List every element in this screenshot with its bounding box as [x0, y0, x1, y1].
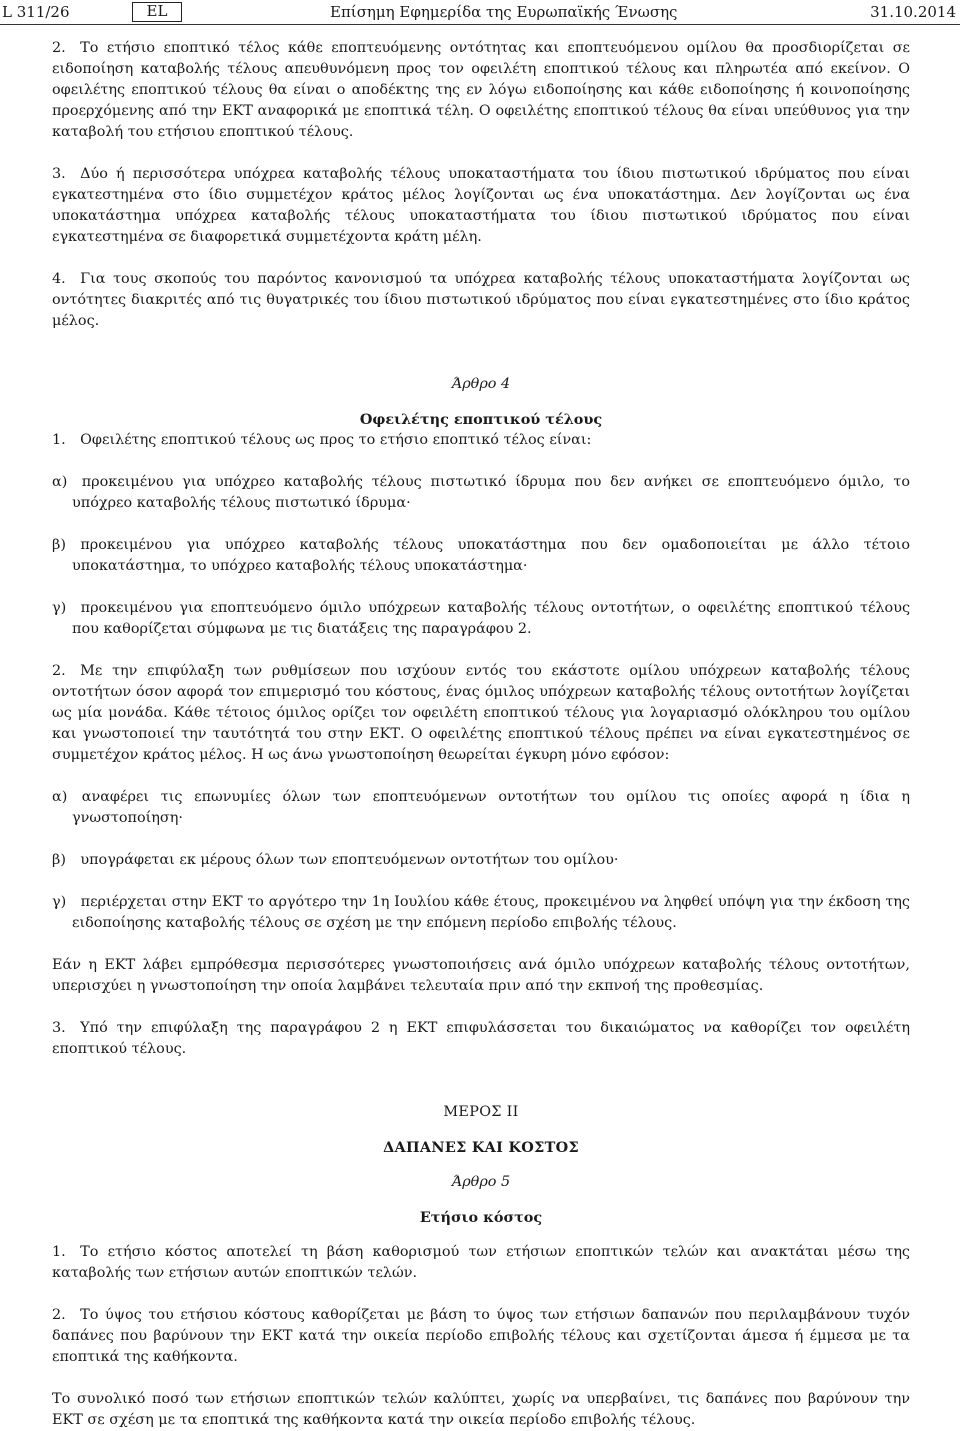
page-header [0, 2, 960, 26]
paragraph-3: 3. Δύο ή περισσότερα υπόχρεα καταβολής τέλους υποκαταστήματα του ίδιου πιστωτικού ιδρύματος που είναι εγκατεστημένα στο ίδιο συμμετέχον κράτος μέλος λογίζονται ως ένα υποκατάστημα. Δεν λογίζονται ως ένα υποκατάστημα υπόχρεα καταβολής τέλους υποκαταστήματα του ίδιου πιστωτικού ιδρύματος που είναι εγκατεστημένα σε διαφορετικά συμμετέχοντα κράτη μέλη. [52, 166, 910, 245]
article-5-title: Ετήσιο κόστος [419, 1209, 543, 1226]
article-5-label: Άρθρο 5 [451, 1174, 511, 1190]
article-5-para-3: Το συνολικό ποσό των ετήσιων εποπτικών τελών καλύπτει, χωρίς να υπερβαίνει, τις δαπάνες που βαρύνουν την ΕΚΤ σε σχέση με τα εποπτικά της καθήκοντα κατά την οικεία περίοδο επιβολής τέλους. [52, 1391, 910, 1428]
article-4-para-2-item-b: β) υπογράφεται εκ μέρους όλων των εποπτευόμενων οντοτήτων του ομίλου· [52, 852, 619, 868]
article-4-item-b: β) προκειμένου για υπόχρεο καταβολής τέλους υποκατάστημα που δεν ομαδοποιείται με άλλο τέτοιο υποκατάστημα, το υπόχρεο καταβολής τέλους υποκατάστημα· [52, 537, 910, 574]
journal-title: Επίσημη Εφημερίδα της Ευρωπαϊκής Ένωσης [330, 3, 678, 21]
part-label: ΜΕΡΟΣ ΙΙ [443, 1104, 519, 1120]
article-5-para-2: 2. Το ύψος του ετήσιου κόστους καθορίζεται με βάση το ύψος των ετήσιων δαπανών που περιλαμβάνουν τυχόν δαπάνες που βαρύνουν την ΕΚΤ κατά την οικεία περίοδο επιβολής τέλους και σχετίζονται άμεσα ή έμμεσα με τα εποπτικά της καθήκοντα. [52, 1307, 910, 1365]
article-4-para-3: 3. Υπό την επιφύλαξη της παραγράφου 2 η ΕΚΤ επιφυλάσσεται του δικαιώματος να καθορίζει τον οφειλέτη εποπτικού τέλους. [52, 1020, 910, 1057]
publication-date: 31.10.2014 [870, 3, 956, 21]
header-rule [0, 24, 960, 25]
paragraph-2: 2. Το ετήσιο εποπτικό τέλος κάθε εποπτευόμενης οντότητας και εποπτευόμενου ομίλου θα προσδιορίζεται σε ειδοποίηση καταβολής τέλους απευθυνόμενη προς τον οφειλέτη εποπτικού τέλους και πληρωτέα από εκείνον. Ο οφειλέτης εποπτικού τέλους θα είναι ο αποδέκτης της εν λόγω ειδοποίησης και κάθε ειδοποίησης ή κοινοποίησης προερχόμενης από την ΕΚΤ αναφορικά με εποπτικά τέλη. Ο οφειλέτης εποπτικού τέλους θα είναι υπεύθυνος για την καταβολή του ετήσιου εποπτικού τέλους. [52, 40, 910, 140]
article-4-para-2-item-a: α) αναφέρει τις επωνυμίες όλων των εποπτευόμενων οντοτήτων του ομίλου τις οποίες αφορά η ίδια η γνωστοποίηση· [52, 789, 910, 826]
article-4-para-1: 1. Οφειλέτης εποπτικού τέλους ως προς το ετήσιο εποπτικό τέλος είναι: [52, 432, 592, 448]
document-body [52, 38, 910, 1431]
article-4-para-2-item-c: γ) περιέρχεται στην ΕΚΤ το αργότερο την 1η Ιουλίου κάθε έτους, προκειμένου να ληφθεί υπόψη για την έκδοση της ειδοποίησης καταβολής τέλους σε σχέση με την επόμενη περίοδο επιβολής τέλους. [52, 894, 910, 931]
article-5-para-1: 1. Το ετήσιο κόστος αποτελεί τη βάση καθορισμού των ετήσιων εποπτικών τελών και ανακτάται μέσω της καταβολής των ετήσιων αυτών εποπτικών τελών. [52, 1244, 910, 1281]
language-code: EL [132, 2, 182, 22]
page-reference: L 311/26 [2, 3, 70, 21]
article-4-para-2-continued: Εάν η ΕΚΤ λάβει εμπρόθεσμα περισσότερες γνωστοποιήσεις ανά όμιλο υπόχρεων καταβολής τέλους οντοτήτων, υπερισχύει η γνωστοποίηση την οποία λαμβάνει τελευταία πριν από την εκπνοή της προθεσμίας. [52, 957, 910, 994]
part-title: ΔΑΠΑΝΕΣ ΚΑΙ ΚΟΣΤΟΣ [383, 1139, 579, 1156]
paragraph-4: 4. Για τους σκοπούς του παρόντος κανονισμού τα υπόχρεα καταβολής τέλους υποκαταστήματα λογίζονται ως οντότητες διακριτές από τις θυγατρικές του ίδιου πιστωτικού ιδρύματος που είναι εγκατεστημένες στο ίδιο κράτος μέλος. [52, 271, 910, 329]
article-4-item-c: γ) προκειμένου για εποπτευόμενο όμιλο υπόχρεων καταβολής τέλους οντοτήτων, ο οφειλέτης εποπτικού τέλους που καθορίζεται σύμφωνα με τις διατάξεις της παραγράφου 2. [52, 600, 910, 637]
article-4-label: Άρθρο 4 [451, 376, 511, 392]
article-4-item-a: α) προκειμένου για υπόχρεο καταβολής τέλους πιστωτικό ίδρυμα που δεν ανήκει σε εποπτευόμενο όμιλο, το υπόχρεο καταβολής τέλους πιστωτικό ίδρυμα· [52, 474, 910, 511]
article-4-title: Οφειλέτης εποπτικού τέλους [359, 411, 603, 428]
article-4-para-2: 2. Με την επιφύλαξη των ρυθμίσεων που ισχύουν εντός του εκάστοτε ομίλου υπόχρεων καταβολής τέλους οντοτήτων όσον αφορά τον επιμερισμό του κόστους, ένας όμιλος υπόχρεων καταβολής τέλους οντοτήτων λογίζεται ως μία μονάδα. Κάθε τέτοιος όμιλος ορίζει τον οφειλέτη εποπτικού τέλους για λογαριασμό ολόκληρου του ομίλου και γνωστοποιεί την ταυτότητά του στην ΕΚΤ. Ο οφειλέτης εποπτικού τέλους πρέπει να είναι εγκατεστημένος σε συμμετέχον κράτος μέλος. Η ως άνω γνωστοποίηση θεωρείται έγκυρη μόνο εφόσον: [52, 663, 910, 763]
